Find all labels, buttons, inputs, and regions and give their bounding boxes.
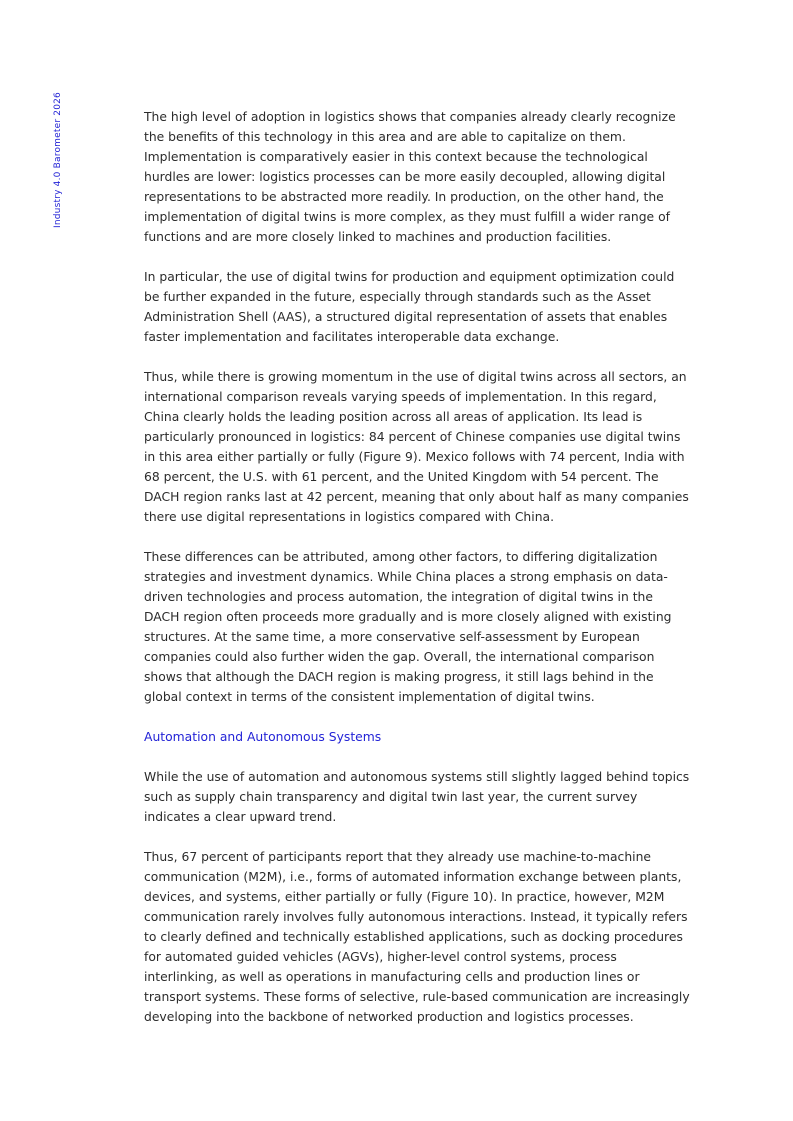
paragraph-adoption-logistics: The high level of adoption in logistics shows that companies already clearly recognize the benefits of this technology in this area and are able to capitalize on them. Implementation is comparatively easier in this context because the technological hurdles are lower: logistics processes can be more easily decoupled, allowing digital representations to be abstracted more readily. In production, on the other hand, the implementation of digital twins is more complex, as they must fulfill a wider range of functions and are more closely linked to machines and production facilities. — [144, 110, 676, 244]
paragraph-aas-standards: In particular, the use of digital twins for production and equipment optimization could be further expanded in the future, especially through standards such as the Asset Administration Shell (AAS), a structured digital representation of assets that enables faster implementation and facilitates interoperable data exchange. — [144, 270, 675, 344]
document-body — [144, 107, 692, 1047]
section-heading-automation: Automation and Autonomous Systems — [144, 730, 382, 744]
paragraph-differences-attribution: These differences can be attributed, among other factors, to differing digitalization strategies and investment dynamics. While China places a strong emphasis on data-driven technologies and process automation, the integration of digital twins in the DACH region often proceeds more gradually and is more closely aligned with existing structures. At the same time, a more conservative self-assessment by European companies could also further widen the gap. Overall, the international comparison shows that although the DACH region is making progress, it still lags behind in the global context in terms of the consistent implementation of digital twins. — [144, 550, 672, 704]
paragraph-international-comparison: Thus, while there is growing momentum in the use of digital twins across all sectors, an international comparison reveals varying speeds of implementation. In this regard, China clearly holds the leading position across all areas of application. Its lead is particularly pronounced in logistics: 84 percent of Chinese companies use digital twins in this area either partially or fully (Figure 9). Mexico follows with 74 percent, India with 68 percent, the U.S. with 61 percent, and the United Kingdom with 54 percent. The DACH region ranks last at 42 percent, meaning that only about half as many companies there use digital representations in logistics compared with China. — [144, 370, 689, 524]
running-header-label: Industry 4.0 Barometer 2026 — [53, 92, 63, 228]
paragraph-automation-trend: While the use of automation and autonomous systems still slightly lagged behind topics such as supply chain transparency and digital twin last year, the current survey indicates a clear upward trend. — [144, 770, 690, 824]
paragraph-m2m-communication: Thus, 67 percent of participants report that they already use machine-to-machine communication (M2M), i.e., forms of automated information exchange between plants, devices, and systems, either partially or fully (Figure 10). In practice, however, M2M communication rarely involves fully autonomous interactions. Instead, it typically refers to clearly defined and technically established applications, such as docking procedures for automated guided vehicles (AGVs), higher-level control systems, process interlinking, as well as operations in manufacturing cells and production lines or transport systems. These forms of selective, rule-based communication are increasingly developing into the backbone of networked production and logistics processes. — [144, 850, 690, 1024]
